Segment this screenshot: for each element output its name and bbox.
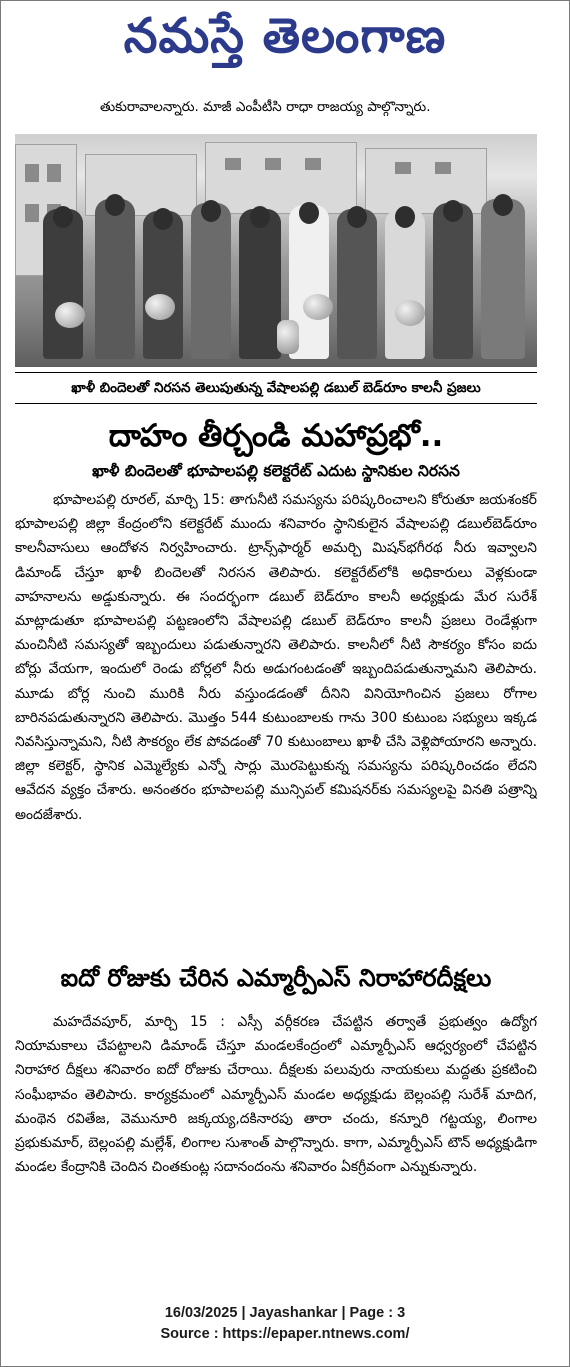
previous-article-tail: తుకురావాలన్నారు. మాజీ ఎంపీటీసి రాధా రాజయ్య పాల్గొన్నారు. (100, 99, 431, 115)
second-article-headline: ఐదో రోజుకు చేరిన ఎమ్మార్పీఎస్ నిరాహారదీక్షలు (60, 964, 492, 992)
edition-info: 16/03/2025 | Jayashankar | Page : 3 (164, 1305, 406, 1321)
news-photo (15, 134, 537, 367)
source-url[interactable]: Source : https://epaper.ntnews.com/ (160, 1326, 410, 1342)
photo-caption: ఖాళీ బిందెలతో నిరసన తెలుపుతున్న వేషాలపల్లి డబుల్ బెడ్‌రూం కాలనీ ప్రజలు (15, 372, 537, 404)
article-subheadline: ఖాళీ బిందెలతో భూపాలపల్లి కలెక్టరేట్ ఎదుట స్థానికుల నిరసన (92, 462, 460, 480)
article-body-text: భూపాలపల్లి రూరల్, మార్చి 15: తాగునీటి సమస్యను పరిష్కరించాలని కోరుతూ జయశంకర్ భూపాలపల్లి జిల్లా కేంద్రంలోని కలెక్టరేట్ ముందు శనివారం స్థానికులైన వేషాలపల్లి డబుల్‌బెడ్‌రూం కాలనీవాసులు ఆందోళన నిర్వహించారు. ట్రాన్స్‌ఫార్మర్ అమర్చి మిషన్‌భగీరథ నీరు ఇవ్వాలని డిమాండ్ చేస్తూ ఖాళీ బిందెలతో నిరసన తెలిపారు. కలెక్టరేట్‌లోకి అధికారులు వెళ్లకుండా వాహనాలను అడ్డుకున్నారు. ఈ సందర్భంగా డబుల్ బెడ్‌రూం కాలనీ అధ్యక్షుడు మేర సురేశ్ మాట్లాడుతూ భూపాలపల్లి పట్టణంలోని వేషాలపల్లి డబుల్ బెడ్‌రూం కాలనీ ప్రజలు రెండేళ్లుగా మంచినీటి సమస్యతో ఇబ్బందులు పడుతున్నారని తెలిపారు. కాలనీలో నీటి సౌకర్యం కోసం ఐదు బోర్లు వేయగా, ఇందులో రెండు బోర్లలో నీరు అడుగంటడంతో ఇబ్బందిపడుతున్నామని తెలిపారు. మూడు బోర్ల నుంచి మురికి నీరు వస్తుండడంతో దీనిని వినియోగించిన ప్రజలు రోగాల బారినపడుతున్నారని తెలిపారు. మొత్తం 544 కుటుంబాలకు గాను 300 కుటుంబ సభ్యులు ఇక్కడ నివసిస్తున్నామని, నీటి సౌకర్యం లేక పోవడంతో 70 కుటుంబాలు ఖాళీ చేసి వెళ్లిపోయారని అన్నారు. జిల్లా కలెక్టర్, స్థానిక ఎమ్మెల్యేకు ఎన్నో సార్లు మొరపెట్టుకున్న సమస్యను పరిష్కరించడం లేదని ఆవేదన వ్యక్తం చేశారు. అనంతరం భూపాలపల్లి మున్సిపల్ కమిషనర్‌కు సమస్యలపై వినతి పత్రాన్ని అందజేశారు. (15, 492, 537, 823)
article-body (15, 488, 537, 956)
newspaper-masthead: నమస్తే తెలంగాణ (123, 8, 447, 64)
second-article-body-text: మహదేవపూర్, మార్చి 15 : ఎస్సీ వర్గీకరణ చేపట్టిన తర్వాతే ప్రభుత్వం ఉద్యోగ నియామకాలు చేపట్టాలని డిమాండ్ చేస్తూ మండలకేంద్రంలో ఎమ్మార్పీఎస్ ఆధ్వర్యంలో చేపట్టిన నిరాహార దీక్షలు శనివారం ఐదో రోజుకు చేరాయి. దీక్షలకు పలువురు నాయకులు మద్దతు ప్రకటించి సంఘీభావం తెలిపారు. కార్యక్రమంలో ఎమ్మార్పీఎస్ మండల అధ్యక్షుడు బెల్లంపల్లి సురేశ్ మాదిగ, మంథెన రవితేజ, వెమునూరి జక్కయ్య,దకినారపు తారా చందు, కన్నూరి గట్టయ్య, లింగాల ప్రభుకుమార్, బెల్లంపల్లి మల్లేశ్, లింగాల సుశాంత్ పాల్గొన్నారు. కాగా, ఎమ్మార్పీఎస్ టౌన్ అధ్యక్షుడిగా మండల కేంద్రానికి చెందిన చింతకుంట్ల సదానందంను శనివారం ఏకగ్రీవంగా ఎన్నుకున్నారు. (15, 1014, 537, 1176)
article-headline: దాహం తీర్చండి మహాప్రభో.. (108, 418, 444, 454)
second-article-body (15, 1010, 537, 1260)
